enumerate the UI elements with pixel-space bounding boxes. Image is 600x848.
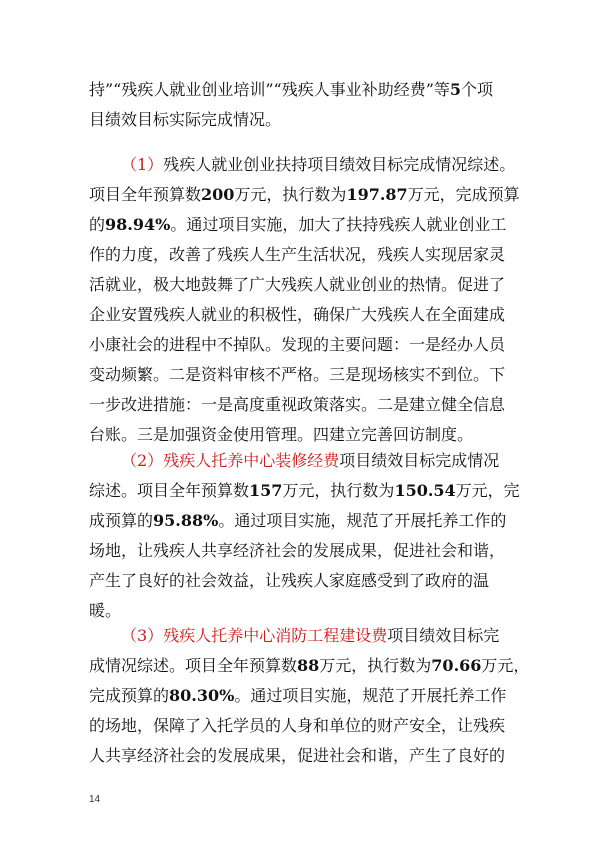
- text-line: [89, 390, 519, 420]
- percent-value: 98.94%: [105, 215, 171, 234]
- text-run: 综述。项目全年预算数: [89, 481, 250, 500]
- number-value: 88: [297, 656, 320, 675]
- text-run: 小康社会的进程中不掉队。发现的主要问题：一是经办人员: [89, 335, 506, 354]
- text-line: [89, 566, 519, 596]
- text-line: [89, 75, 519, 105]
- text-line: [89, 476, 519, 506]
- number-value: 200: [201, 185, 235, 204]
- number-value: 70.66: [431, 656, 482, 675]
- text-run: 成情况综述。项目全年预算数: [89, 656, 298, 675]
- number-value: 157: [249, 481, 283, 500]
- text-run: 活就业，极大地鼓舞了广大残疾人就业创业的热情。促进了: [89, 275, 506, 294]
- text-run: 项目全年预算数: [89, 185, 202, 204]
- number-value: 197.87: [346, 185, 408, 204]
- text-line: [89, 446, 519, 476]
- text-line: [89, 270, 519, 300]
- text-line: [89, 681, 519, 711]
- text-line: [89, 330, 519, 360]
- text-line: [89, 150, 519, 180]
- text-run: 万元，执行数为: [234, 185, 347, 204]
- text-run: 变动频繁。二是资料审核不严格。三是现场核实不到位。下: [89, 365, 506, 384]
- text-run: 企业安置残疾人就业的积极性，确保广大残疾人在全面建成: [89, 305, 506, 324]
- text-run: 万元，执行数为: [282, 481, 395, 500]
- text-run: 。通过项目实施，规范了开展托养工作的: [218, 511, 507, 530]
- text-run: 场地，让残疾人共享经济社会的发展成果，促进社会和谐，: [89, 541, 506, 560]
- text-run: 产生了良好的社会效益，让残疾人家庭感受到了政府的温: [89, 571, 490, 590]
- text-line: [89, 651, 530, 681]
- text-run: 持”“残疾人就业创业培训”“残疾人事业补助经费”等: [89, 80, 450, 99]
- text-run: 一步改进措施：一是高度重视政策落实。二是建立健全信息: [89, 395, 506, 414]
- text-run: 万元，: [481, 656, 530, 675]
- text-line: [89, 621, 519, 651]
- text-line: [89, 360, 519, 390]
- text-line: [89, 105, 519, 135]
- text-run: 成预算的: [89, 511, 154, 530]
- text-run: 。通过项目实施，加大了扶持残疾人就业创业工: [170, 215, 507, 234]
- text-line: [89, 711, 519, 741]
- section-number: （1）: [121, 155, 164, 174]
- text-run: 目绩效目标实际完成情况。: [89, 110, 282, 129]
- text-run: 项目绩效目标完成情况: [339, 451, 500, 470]
- number-value: 5: [449, 80, 462, 99]
- section-1-paragraph: [89, 150, 519, 450]
- text-run: 作的力度，改善了残疾人生产生活状况，残疾人实现居家灵: [89, 245, 506, 264]
- number-value: 150.54: [394, 481, 456, 500]
- text-run: 暖。: [89, 601, 122, 620]
- text-line: [89, 240, 519, 270]
- text-run: 。通过项目实施，规范了开展托养工作: [234, 686, 507, 705]
- text-run: 残疾人就业创业扶持项目绩效目标完成情况综述。: [163, 155, 516, 174]
- text-run: 项目绩效目标完: [387, 626, 500, 645]
- section-2-paragraph: [89, 446, 519, 626]
- section-title: 残疾人托养中心消防工程建设费: [163, 626, 388, 645]
- text-run: 的: [89, 215, 106, 234]
- section-number: （3）: [121, 626, 164, 645]
- page-number: 14: [89, 794, 101, 805]
- text-line: [89, 741, 519, 771]
- text-run: 台账。三是加强资金使用管理。四建立完善回访制度。: [89, 425, 474, 444]
- text-run: 万元，完: [455, 481, 520, 500]
- section-title: 残疾人托养中心装修经费: [163, 451, 340, 470]
- section-number: （2）: [121, 451, 164, 470]
- text-run: 个项: [461, 80, 494, 99]
- text-line: [89, 506, 519, 536]
- text-run: 的场地，保障了入托学员的人身和单位的财产安全，让残疾: [89, 716, 506, 735]
- intro-paragraph: [89, 75, 519, 135]
- text-run: 万元，完成预算: [407, 185, 520, 204]
- text-run: 人共享经济社会的发展成果，促进社会和谐，产生了良好的: [89, 746, 506, 765]
- text-line: [89, 300, 519, 330]
- percent-value: 95.88%: [153, 511, 219, 530]
- text-line: [89, 210, 519, 240]
- text-run: 万元，执行数为: [319, 656, 432, 675]
- percent-value: 80.30%: [169, 686, 235, 705]
- section-3-paragraph: [89, 621, 530, 771]
- text-run: 完成预算的: [89, 686, 170, 705]
- text-line: [89, 536, 519, 566]
- text-line: [89, 180, 519, 210]
